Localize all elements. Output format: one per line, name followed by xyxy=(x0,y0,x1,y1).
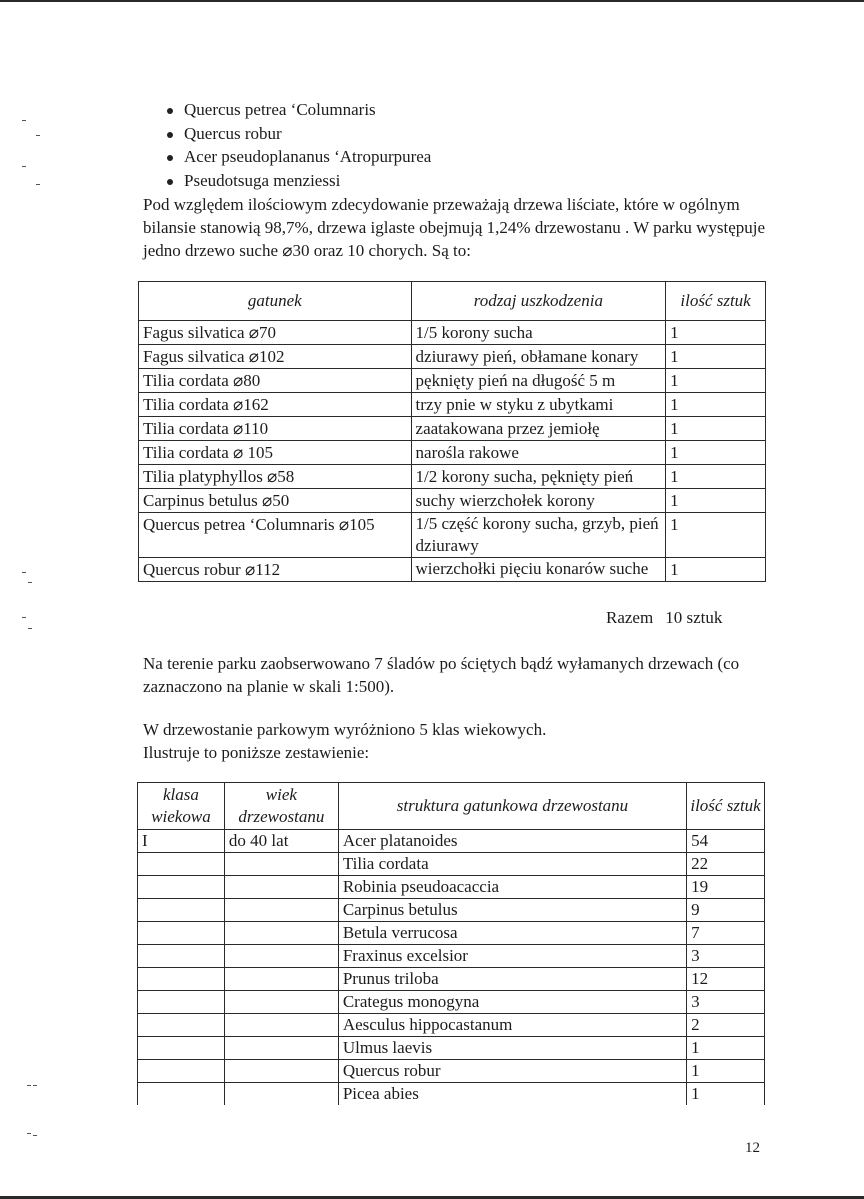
stumps-paragraph: Na terenie parku zaobserwowano 7 śladów po ściętych bądź wyłamanych drzewach (co zaznaczono na planie w skali 1:500). xyxy=(143,654,740,696)
header-count: ilość sztuk xyxy=(666,282,766,321)
cell-species: Betula verrucosa xyxy=(338,922,686,945)
cell-class xyxy=(138,1083,225,1106)
cell-age xyxy=(224,853,338,876)
header-age-class: klasa wiekowa xyxy=(138,783,225,830)
species-summary-paragraph: Pod względem ilościowym zdecydowanie przeważają drzewa liściate, które w ogólnym bilansie stanowią 98,7%, drzewa iglaste obejmują 1,24% drzewostanu . W parku występuje jedno drzewo suche ⌀30 oraz 10 chorych. Są to: xyxy=(143,195,766,260)
cell-species: Picea abies xyxy=(338,1083,686,1106)
cell-age xyxy=(224,1014,338,1037)
cell-count: 1 xyxy=(687,1037,765,1060)
scan-mark xyxy=(33,1135,37,1136)
cell-count: 1 xyxy=(666,558,766,582)
age-intro-line-2: Ilustruje to poniższe zestawienie: xyxy=(143,743,370,762)
cell-count: 9 xyxy=(687,899,765,922)
table-row xyxy=(139,558,766,582)
cell-species: Aesculus hippocastanum xyxy=(338,1014,686,1037)
cell-class xyxy=(138,945,225,968)
table-row xyxy=(139,345,766,369)
cell-age xyxy=(224,1060,338,1083)
cell-species: Tilia platyphyllos ⌀58 xyxy=(139,465,412,489)
cell-age xyxy=(224,876,338,899)
cell-class xyxy=(138,991,225,1014)
cell-species: Crategus monogyna xyxy=(338,991,686,1014)
table-row xyxy=(139,393,766,417)
cell-class xyxy=(138,899,225,922)
cell-count: 19 xyxy=(687,876,765,899)
cell-damage: 1/5 część korony sucha, grzyb, pień dziurawy xyxy=(411,513,666,558)
cell-count: 1 xyxy=(666,465,766,489)
scan-mark xyxy=(27,1085,31,1086)
table-row xyxy=(139,489,766,513)
table-row xyxy=(138,1037,765,1060)
cell-damage: 1/5 korony sucha xyxy=(411,321,666,345)
age-classes-intro xyxy=(143,718,783,764)
cell-species: Fagus silvatica ⌀70 xyxy=(139,321,412,345)
cell-damage: wierzchołki pięciu konarów suche xyxy=(411,558,666,582)
header-species-structure: struktura gatunkowa drzewostanu xyxy=(338,783,686,830)
cell-class xyxy=(138,922,225,945)
cell-class xyxy=(138,853,225,876)
cell-count: 2 xyxy=(687,1014,765,1037)
cell-species: Carpinus betulus xyxy=(338,899,686,922)
header-species: gatunek xyxy=(139,282,412,321)
cell-count: 1 xyxy=(687,1083,765,1106)
table-row xyxy=(139,369,766,393)
cell-class xyxy=(138,876,225,899)
scan-mark xyxy=(22,572,26,573)
header-stand-age: wiek drzewostanu xyxy=(224,783,338,830)
cell-class xyxy=(138,1060,225,1083)
table-row xyxy=(138,991,765,1014)
table-row xyxy=(139,417,766,441)
cell-count: 1 xyxy=(666,393,766,417)
scan-mark xyxy=(28,628,32,629)
cell-species: Acer platanoides xyxy=(338,830,686,853)
header-count: ilość sztuk xyxy=(687,783,765,830)
cell-damage: suchy wierzchołek korony xyxy=(411,489,666,513)
table-row xyxy=(138,830,765,853)
cell-species: Quercus petrea ‘Columnaris ⌀105 xyxy=(139,513,412,558)
cell-class xyxy=(138,1037,225,1060)
cell-class: I xyxy=(138,830,225,853)
cell-count: 1 xyxy=(666,321,766,345)
bullet-item: Acer pseudoplananus ‘Atropurpurea xyxy=(162,145,431,169)
scan-mark xyxy=(27,1133,31,1134)
scan-mark xyxy=(22,120,26,121)
cell-age xyxy=(224,899,338,922)
cell-count: 1 xyxy=(666,345,766,369)
cell-age xyxy=(224,968,338,991)
cell-species: Carpinus betulus ⌀50 xyxy=(139,489,412,513)
table-row xyxy=(138,1014,765,1037)
scan-mark xyxy=(22,617,26,618)
scan-mark xyxy=(33,1085,37,1086)
cell-species: Prunus triloba xyxy=(338,968,686,991)
table-row xyxy=(138,876,765,899)
species-bullet-list xyxy=(162,98,431,192)
cell-count: 22 xyxy=(687,853,765,876)
table-row xyxy=(138,1060,765,1083)
cell-damage: dziurawy pień, obłamane konary xyxy=(411,345,666,369)
table-row xyxy=(138,922,765,945)
damaged-trees-table xyxy=(138,281,766,582)
cell-count: 1 xyxy=(666,369,766,393)
cell-damage: pęknięty pień na długość 5 m xyxy=(411,369,666,393)
cell-species: Fagus silvatica ⌀102 xyxy=(139,345,412,369)
bullet-item: Quercus petrea ‘Columnaris xyxy=(162,98,431,122)
total-value: 10 sztuk xyxy=(665,608,723,627)
table-row xyxy=(138,945,765,968)
cell-damage: narośla rakowe xyxy=(411,441,666,465)
cell-age xyxy=(224,1083,338,1106)
cell-age xyxy=(224,1037,338,1060)
age-structure-table xyxy=(137,782,765,1105)
cell-class xyxy=(138,1014,225,1037)
scan-edge-top xyxy=(0,0,864,2)
cell-class xyxy=(138,968,225,991)
cell-count: 12 xyxy=(687,968,765,991)
table-row xyxy=(138,853,765,876)
table-row xyxy=(139,465,766,489)
cell-species: Robinia pseudoacaccia xyxy=(338,876,686,899)
cell-count: 54 xyxy=(687,830,765,853)
scan-mark xyxy=(22,166,26,167)
bullet-item: Pseudotsuga menziessi xyxy=(162,169,431,193)
table-row xyxy=(138,1083,765,1106)
table-header-row xyxy=(139,282,766,321)
cell-count: 1 xyxy=(666,513,766,558)
cell-damage: zaatakowana przez jemiołę xyxy=(411,417,666,441)
cell-age xyxy=(224,945,338,968)
cell-species: Tilia cordata ⌀ 105 xyxy=(139,441,412,465)
table-row xyxy=(139,321,766,345)
cell-count: 3 xyxy=(687,945,765,968)
cell-species: Ulmus laevis xyxy=(338,1037,686,1060)
cell-damage: 1/2 korony sucha, pęknięty pień xyxy=(411,465,666,489)
table-row xyxy=(139,441,766,465)
cell-count: 1 xyxy=(666,489,766,513)
page-number: 12 xyxy=(745,1140,760,1156)
table-row xyxy=(139,513,766,558)
cell-species: Tilia cordata ⌀80 xyxy=(139,369,412,393)
cell-species: Quercus robur ⌀112 xyxy=(139,558,412,582)
cell-species: Quercus robur xyxy=(338,1060,686,1083)
cell-age: do 40 lat xyxy=(224,830,338,853)
table-header-row xyxy=(138,783,765,830)
damage-total xyxy=(606,606,722,629)
bullet-item: Quercus robur xyxy=(162,122,431,146)
scan-mark xyxy=(36,184,40,185)
cell-age xyxy=(224,922,338,945)
cell-count: 1 xyxy=(666,417,766,441)
cell-species: Fraxinus excelsior xyxy=(338,945,686,968)
total-label: Razem xyxy=(606,608,654,627)
cell-count: 1 xyxy=(666,441,766,465)
cell-damage: trzy pnie w styku z ubytkami xyxy=(411,393,666,417)
cell-count: 1 xyxy=(687,1060,765,1083)
cell-species: Tilia cordata xyxy=(338,853,686,876)
scan-mark xyxy=(36,135,40,136)
cell-count: 7 xyxy=(687,922,765,945)
header-damage-type: rodzaj uszkodzenia xyxy=(411,282,666,321)
cell-age xyxy=(224,991,338,1014)
table-row xyxy=(138,899,765,922)
age-intro-line-1: W drzewostanie parkowym wyróżniono 5 klas wiekowych. xyxy=(143,720,547,739)
cell-count: 3 xyxy=(687,991,765,1014)
cell-species: Tilia cordata ⌀162 xyxy=(139,393,412,417)
table-row xyxy=(138,968,765,991)
scan-mark xyxy=(28,582,32,583)
cell-species: Tilia cordata ⌀110 xyxy=(139,417,412,441)
